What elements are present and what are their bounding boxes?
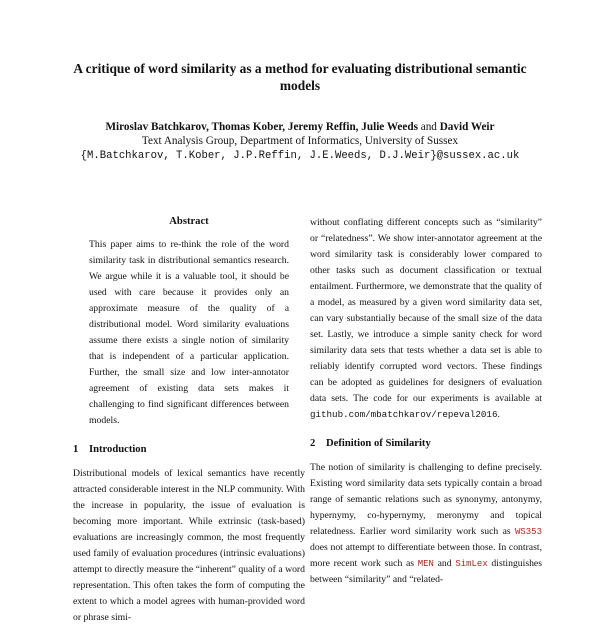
author-emails: {M.Batchkarov, T.Kober, J.P.Reffin, J.E.Weeds, D.J.Weir}@sussex.ac.uk [80,150,520,162]
affiliation: Text Analysis Group, Department of Informatics, University of Sussex [141,135,459,147]
left-column [73,215,305,626]
right-column [310,215,542,588]
author-name: David Weir [439,121,495,133]
section-title: Introduction [89,444,147,455]
abstract-heading: Abstract [169,216,209,227]
section-number: 2 [310,438,316,449]
paper-title: A critique of word similarity as a method for evaluating distributional semantic models [73,61,527,93]
author-list [40,120,560,134]
definition-text [310,460,542,588]
author-name: Miroslav Batchkarov, [105,121,209,133]
introduction-continuation [310,215,542,423]
author-name: Thomas Kober, [211,121,286,133]
author-conjunction: and [420,121,437,133]
dataset-simlex-link[interactable]: SimLex [455,559,488,569]
definition-text-part: and [437,558,452,569]
definition-text-part: distinguishes between “similarity” and “related- [310,558,543,585]
sentence-period: . [497,409,500,420]
abstract-text: This paper aims to re-think the role of the word similarity task in distributional semantics research. We argue while it is a valuable tool, it should be used with care because it provides only an approximate measure of the quality of a distributional model. Word similarity evaluations assume there exists a single notion of similarity that is independent of a particular application. Further, the small size and low inter-annotator agreement of existing data sets makes it challenging to find significant differences between models. [89,239,289,426]
section-heading-definition [310,437,542,451]
introduction-text: Distributional models of lexical semantics have recently attracted considerable interest in the NLP community. With the increase in popularity, the issue of evaluation is becoming more important. While extrinsic (task-based) evaluations are increasingly common, the most frequently used family of evaluation procedures (intrinsic evaluations) attempt to directly measure the “inherent” quality of a word representation. This often takes the form of computing the extent to which a model agrees with human-provided word or phrase simi- [73,468,305,623]
definition-text-part: The notion of similarity is challenging to define precisely. Existing word similarity data sets typically contain a broad range of semantic relations such as synonymy, antonymy, hypernymy, co-hypernymy, meronymy and topical relatedness. Earlier word similarity work such as [310,462,542,537]
dataset-men-link[interactable]: MEN [417,559,434,569]
section-heading-introduction [73,443,305,457]
definition-text-part: does not attempt to differentiate between those. In contrast, more recent work such as [310,542,542,569]
author-name: Julie Weeds [361,121,418,133]
author-name: Jeremy Reffin, [287,121,359,133]
section-number: 1 [73,444,79,455]
code-url-link[interactable]: github.com/mbatchkarov/repeval2016 [310,409,498,420]
continuation-text: without conflating different concepts such as “similarity” or “relatedness”. We show inter-annotator agreement at the word similarity task is considerably lower compared to other tasks such as document classification or textual entailment. Furthermore, we demonstrate that the quality of a model, as measured by a given word similarity data set, can vary substantially because of the small size of the data set. Lastly, we introduce a simple sanity check for word similarity data sets that tests whether a data set is able to reliably identify corrupted word vectors. These findings can be adopted as guidelines for designers of evaluation data sets. The code for our experiments is available at [310,217,542,404]
section-title: Definition of Similarity [326,438,431,449]
dataset-ws353-link[interactable]: WS353 [514,527,542,537]
